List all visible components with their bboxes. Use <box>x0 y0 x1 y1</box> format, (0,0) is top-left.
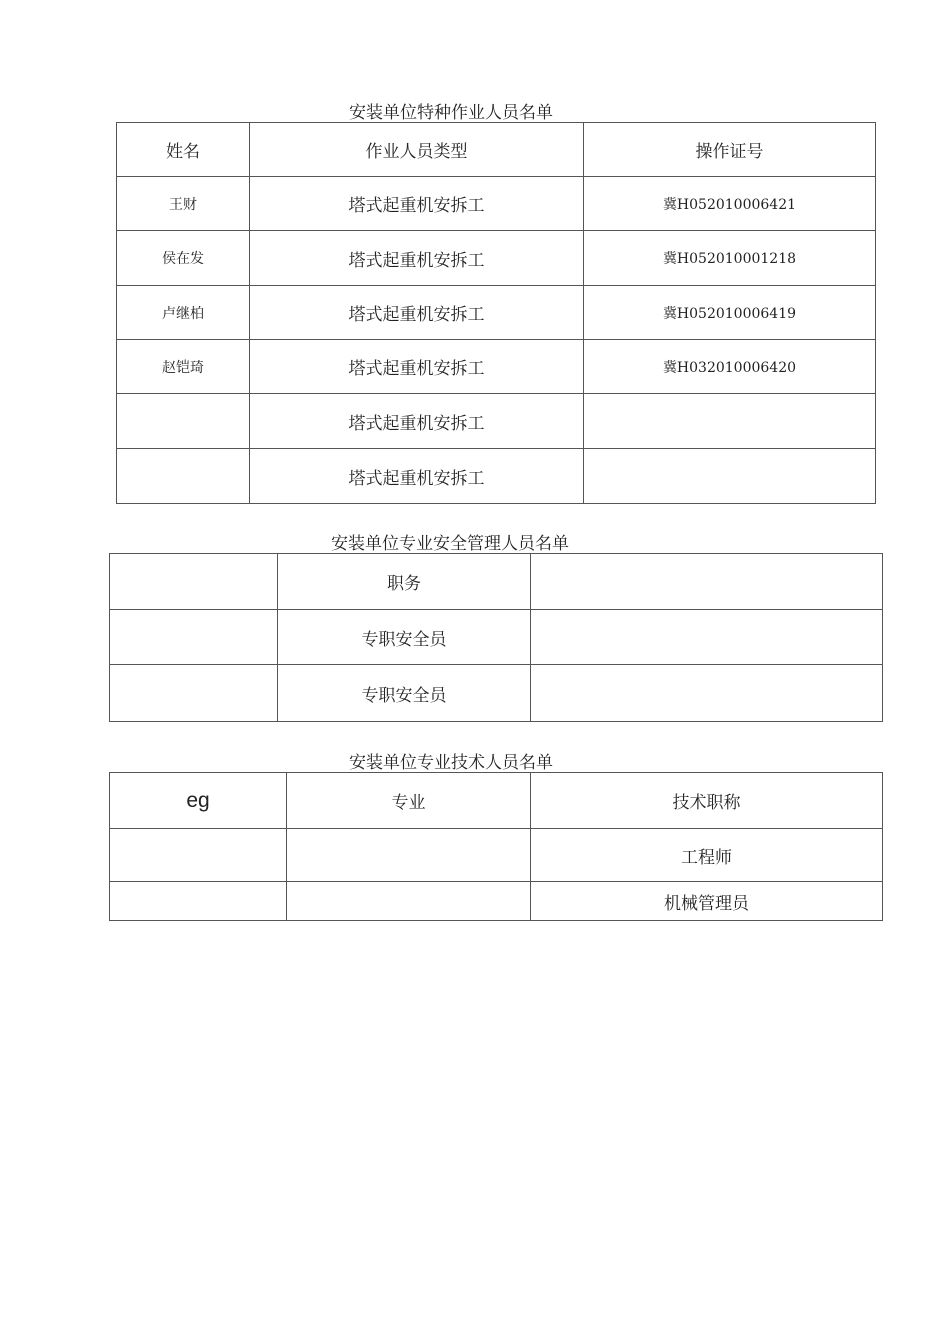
table-row <box>117 449 876 504</box>
staff-name <box>110 829 287 882</box>
operator-type: 塔式起重机安拆工 <box>250 286 584 340</box>
table-header-row <box>110 773 883 829</box>
header-name <box>110 554 278 610</box>
manager-name <box>110 610 278 665</box>
operator-name: 赵铠琦 <box>117 340 250 394</box>
manager-position: 专职安全员 <box>278 665 531 722</box>
table-row <box>117 340 876 394</box>
special-operators-title: 安装单位特种作业人员名单 <box>349 103 553 123</box>
operator-certificate: 冀H052010006421 <box>584 177 876 231</box>
safety-managers-title: 安装单位专业安全管理人员名单 <box>331 534 569 554</box>
staff-technical-title: 工程师 <box>531 829 883 882</box>
manager-certificate <box>531 610 883 665</box>
operator-certificate <box>584 449 876 504</box>
header-technical-title: 技术职称 <box>531 773 883 829</box>
header-name: 姓名 <box>117 123 250 177</box>
table-row <box>110 882 883 921</box>
operator-type: 塔式起重机安拆工 <box>250 449 584 504</box>
operator-type: 塔式起重机安拆工 <box>250 394 584 449</box>
header-name: eg <box>110 773 287 829</box>
staff-name <box>110 882 287 921</box>
table-header-row <box>110 554 883 610</box>
header-certificate <box>531 554 883 610</box>
operator-name: 侯在发 <box>117 231 250 286</box>
table-row <box>110 665 883 722</box>
manager-position: 专职安全员 <box>278 610 531 665</box>
operator-certificate: 冀H052010001218 <box>584 231 876 286</box>
operator-type: 塔式起重机安拆工 <box>250 231 584 286</box>
staff-major <box>287 829 531 882</box>
table-row <box>110 610 883 665</box>
staff-technical-title: 机械管理员 <box>531 882 883 921</box>
manager-certificate <box>531 665 883 722</box>
operator-type: 塔式起重机安拆工 <box>250 340 584 394</box>
operator-name <box>117 449 250 504</box>
staff-major <box>287 882 531 921</box>
table-row <box>117 394 876 449</box>
safety-managers-table <box>109 553 883 722</box>
operator-name <box>117 394 250 449</box>
table-row <box>117 231 876 286</box>
technical-staff-title: 安装单位专业技术人员名单 <box>349 753 553 773</box>
header-position: 职务 <box>278 554 531 610</box>
header-certificate-number: 操作证号 <box>584 123 876 177</box>
operator-certificate <box>584 394 876 449</box>
operator-certificate: 冀H052010006419 <box>584 286 876 340</box>
table-header-row <box>117 123 876 177</box>
table-row <box>117 286 876 340</box>
table-row <box>110 829 883 882</box>
header-operator-type: 作业人员类型 <box>250 123 584 177</box>
operator-name: 卢继柏 <box>117 286 250 340</box>
operator-type: 塔式起重机安拆工 <box>250 177 584 231</box>
operator-certificate: 冀H032010006420 <box>584 340 876 394</box>
operator-name: 王财 <box>117 177 250 231</box>
technical-staff-table <box>109 772 883 921</box>
manager-name <box>110 665 278 722</box>
table-row <box>117 177 876 231</box>
special-operators-table <box>116 122 876 504</box>
header-major: 专业 <box>287 773 531 829</box>
